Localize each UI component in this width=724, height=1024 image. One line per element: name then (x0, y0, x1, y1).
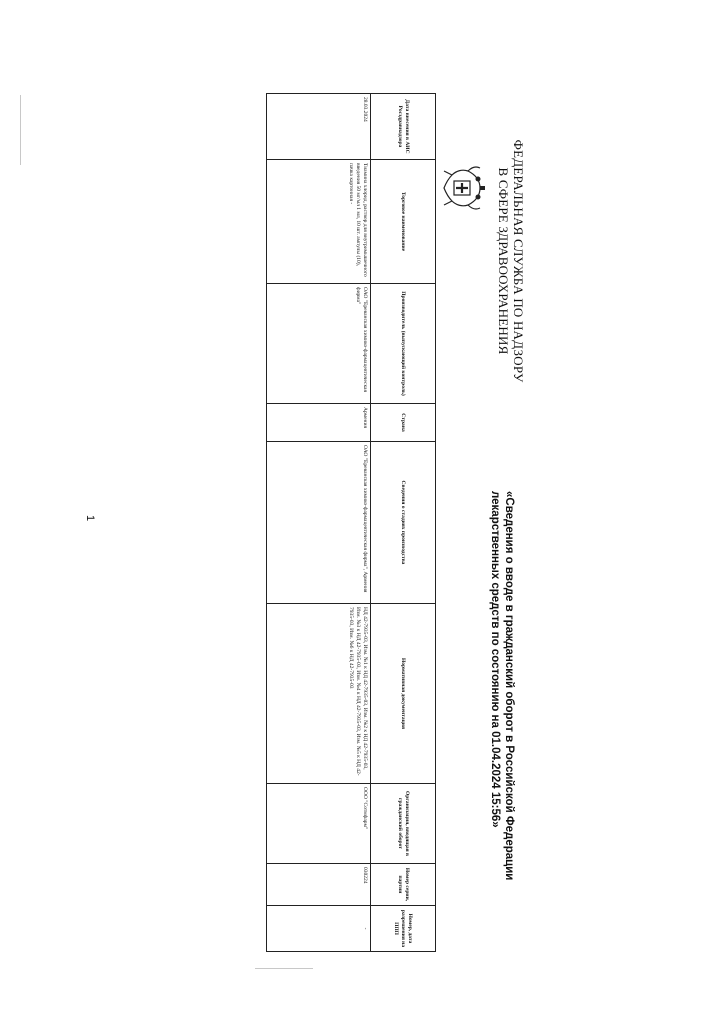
table-header-row (371, 94, 436, 952)
header-date-added: Дата внесения в АИС Росздравнадзора (371, 94, 436, 160)
header-trade-name: Торговое наименование (371, 160, 436, 284)
header-regulatory-docs: Нормативная документация (371, 604, 436, 784)
page-number: 1 (84, 515, 96, 522)
cell-trade-name: Тиамина хлорид, раствор для внутримышечного введения 50 мг/мл 1 мл, 10 шт. ампулы (10), пачка картонная - (267, 160, 371, 284)
header-country: Страна (371, 404, 436, 442)
rotated-page (8, 85, 528, 965)
cell-date-added: 28.03.2024 (267, 94, 371, 160)
cell-organization: ООО "Сотмфарм" (267, 784, 371, 864)
header-manufacturer: Производитель (выпускающий контроль) (371, 284, 436, 404)
header-permit-number: Номер, дата разрешения на ППП (371, 906, 436, 952)
double-headed-eagle-emblem-icon (438, 163, 488, 213)
cell-regulatory-docs: НД 42-7935-03, Изм. №1 к НД 42-7935-03, Изм. №2 к НД 42-7935-03, Изм. №3 к НД 42-7935-03, Изм. №4 к НД 42-7935-03, Изм. №5 к НД 42-7935-03, Изм. №6 к НД 42-7935-03 (267, 604, 371, 784)
agency-header (496, 111, 526, 411)
registry-table (266, 93, 436, 952)
cell-manufacturer: ОАО "Ереванская химико-фармацевтическая фирма" (267, 284, 371, 404)
cell-production-stages: ОАО "Ереванская химико-фармацевтическая фирма", Армения (267, 442, 371, 604)
cell-permit-number: - (267, 906, 371, 952)
agency-name-line2: В СФЕРЕ ЗДРАВООХРАНЕНИЯ (496, 167, 511, 355)
header-batch-number: Номер серии, партии (371, 864, 436, 906)
header-organization: Организация, вводящая в гражданский оборот (371, 784, 436, 864)
scan-edge-mark-bottom (255, 968, 313, 969)
cell-country: Армения (267, 404, 371, 442)
agency-name-line1: ФЕДЕРАЛЬНАЯ СЛУЖБА ПО НАДЗОРУ (511, 139, 526, 383)
table-row (267, 94, 371, 952)
cell-batch-number: 030224 (267, 864, 371, 906)
document-title: «Сведения о вводе в гражданский оборот в Российской Федерации лекарственных средств по состоянию на 01.04.2024 15:56» (489, 491, 515, 881)
header-production-stages: Сведения о стадиях производства (371, 442, 436, 604)
